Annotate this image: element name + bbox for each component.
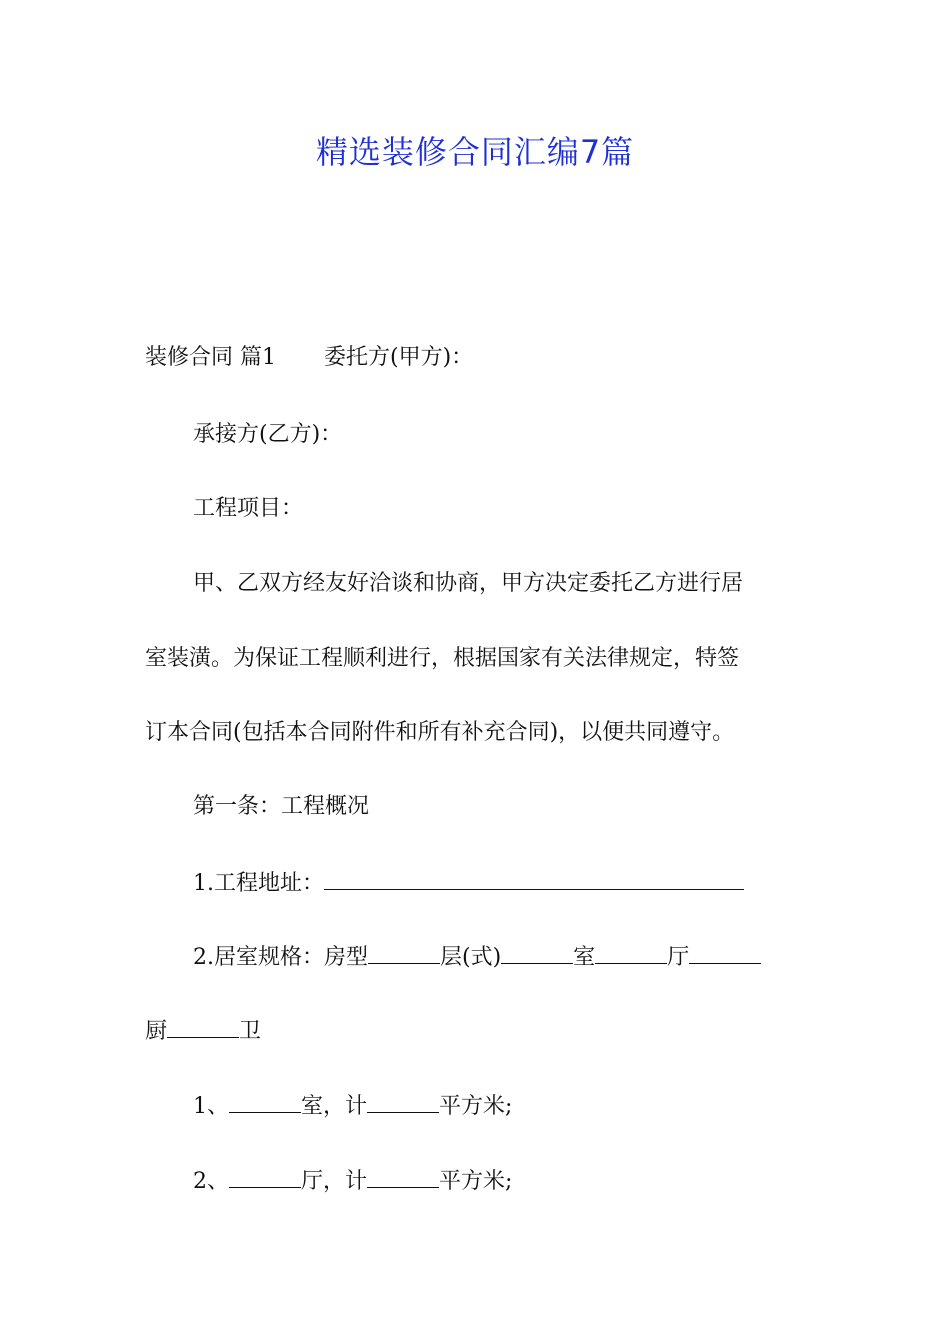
room-area-text: 平方米; [439,1094,513,1119]
room-area-line [193,1090,863,1122]
room-spec-text: 厅 [667,945,690,970]
blank-field [368,941,440,964]
hall-area-line [193,1165,863,1197]
blank-field [367,1090,439,1113]
list-number: 2、 [193,1169,229,1194]
document-title: 精选装修合同汇编7篇 [315,133,635,171]
address-label: 1.工程地址： [193,871,324,896]
blank-field [595,941,667,964]
blank-field [229,1165,301,1188]
blank-field [501,941,573,964]
blank-field [689,941,761,964]
blank-field [167,1015,239,1038]
paragraph-line: 订本合同(包括本合同附件和所有补充合同)，以便共同遵守。 [145,720,735,745]
hall-area-text: 平方米; [439,1169,513,1194]
blank-field [229,1090,301,1113]
address-blank [324,867,744,890]
entrust-party-label: 委托方(甲方)： [324,345,474,370]
room-spec-text: 层(式) [440,945,502,970]
room-spec-line [193,941,863,973]
paragraph-line: 室装潢。为保证工程顺利进行，根据国家有关法律规定，特签 [145,646,740,671]
room-spec-label: 2.居室规格：房型 [193,945,368,970]
room-spec-line-cont [145,1015,815,1047]
address-line [193,867,863,899]
project-label: 工程项目： [193,496,304,521]
hall-area-text: 厅，计 [301,1169,368,1194]
room-area-text: 室，计 [301,1094,368,1119]
list-number: 1、 [193,1094,229,1119]
article-heading: 第一条：工程概况 [193,794,370,819]
contractor-party-label: 承接方(乙方)： [193,422,343,447]
section-heading-line [145,343,815,373]
paragraph-line: 甲、乙双方经友好洽谈和协商，甲方决定委托乙方进行居 [193,571,744,596]
section-heading: 装修合同 篇1 [145,345,276,370]
room-spec-text: 厨 [145,1019,168,1044]
room-spec-text: 室 [573,945,596,970]
room-spec-text: 卫 [239,1019,262,1044]
blank-field [367,1165,439,1188]
